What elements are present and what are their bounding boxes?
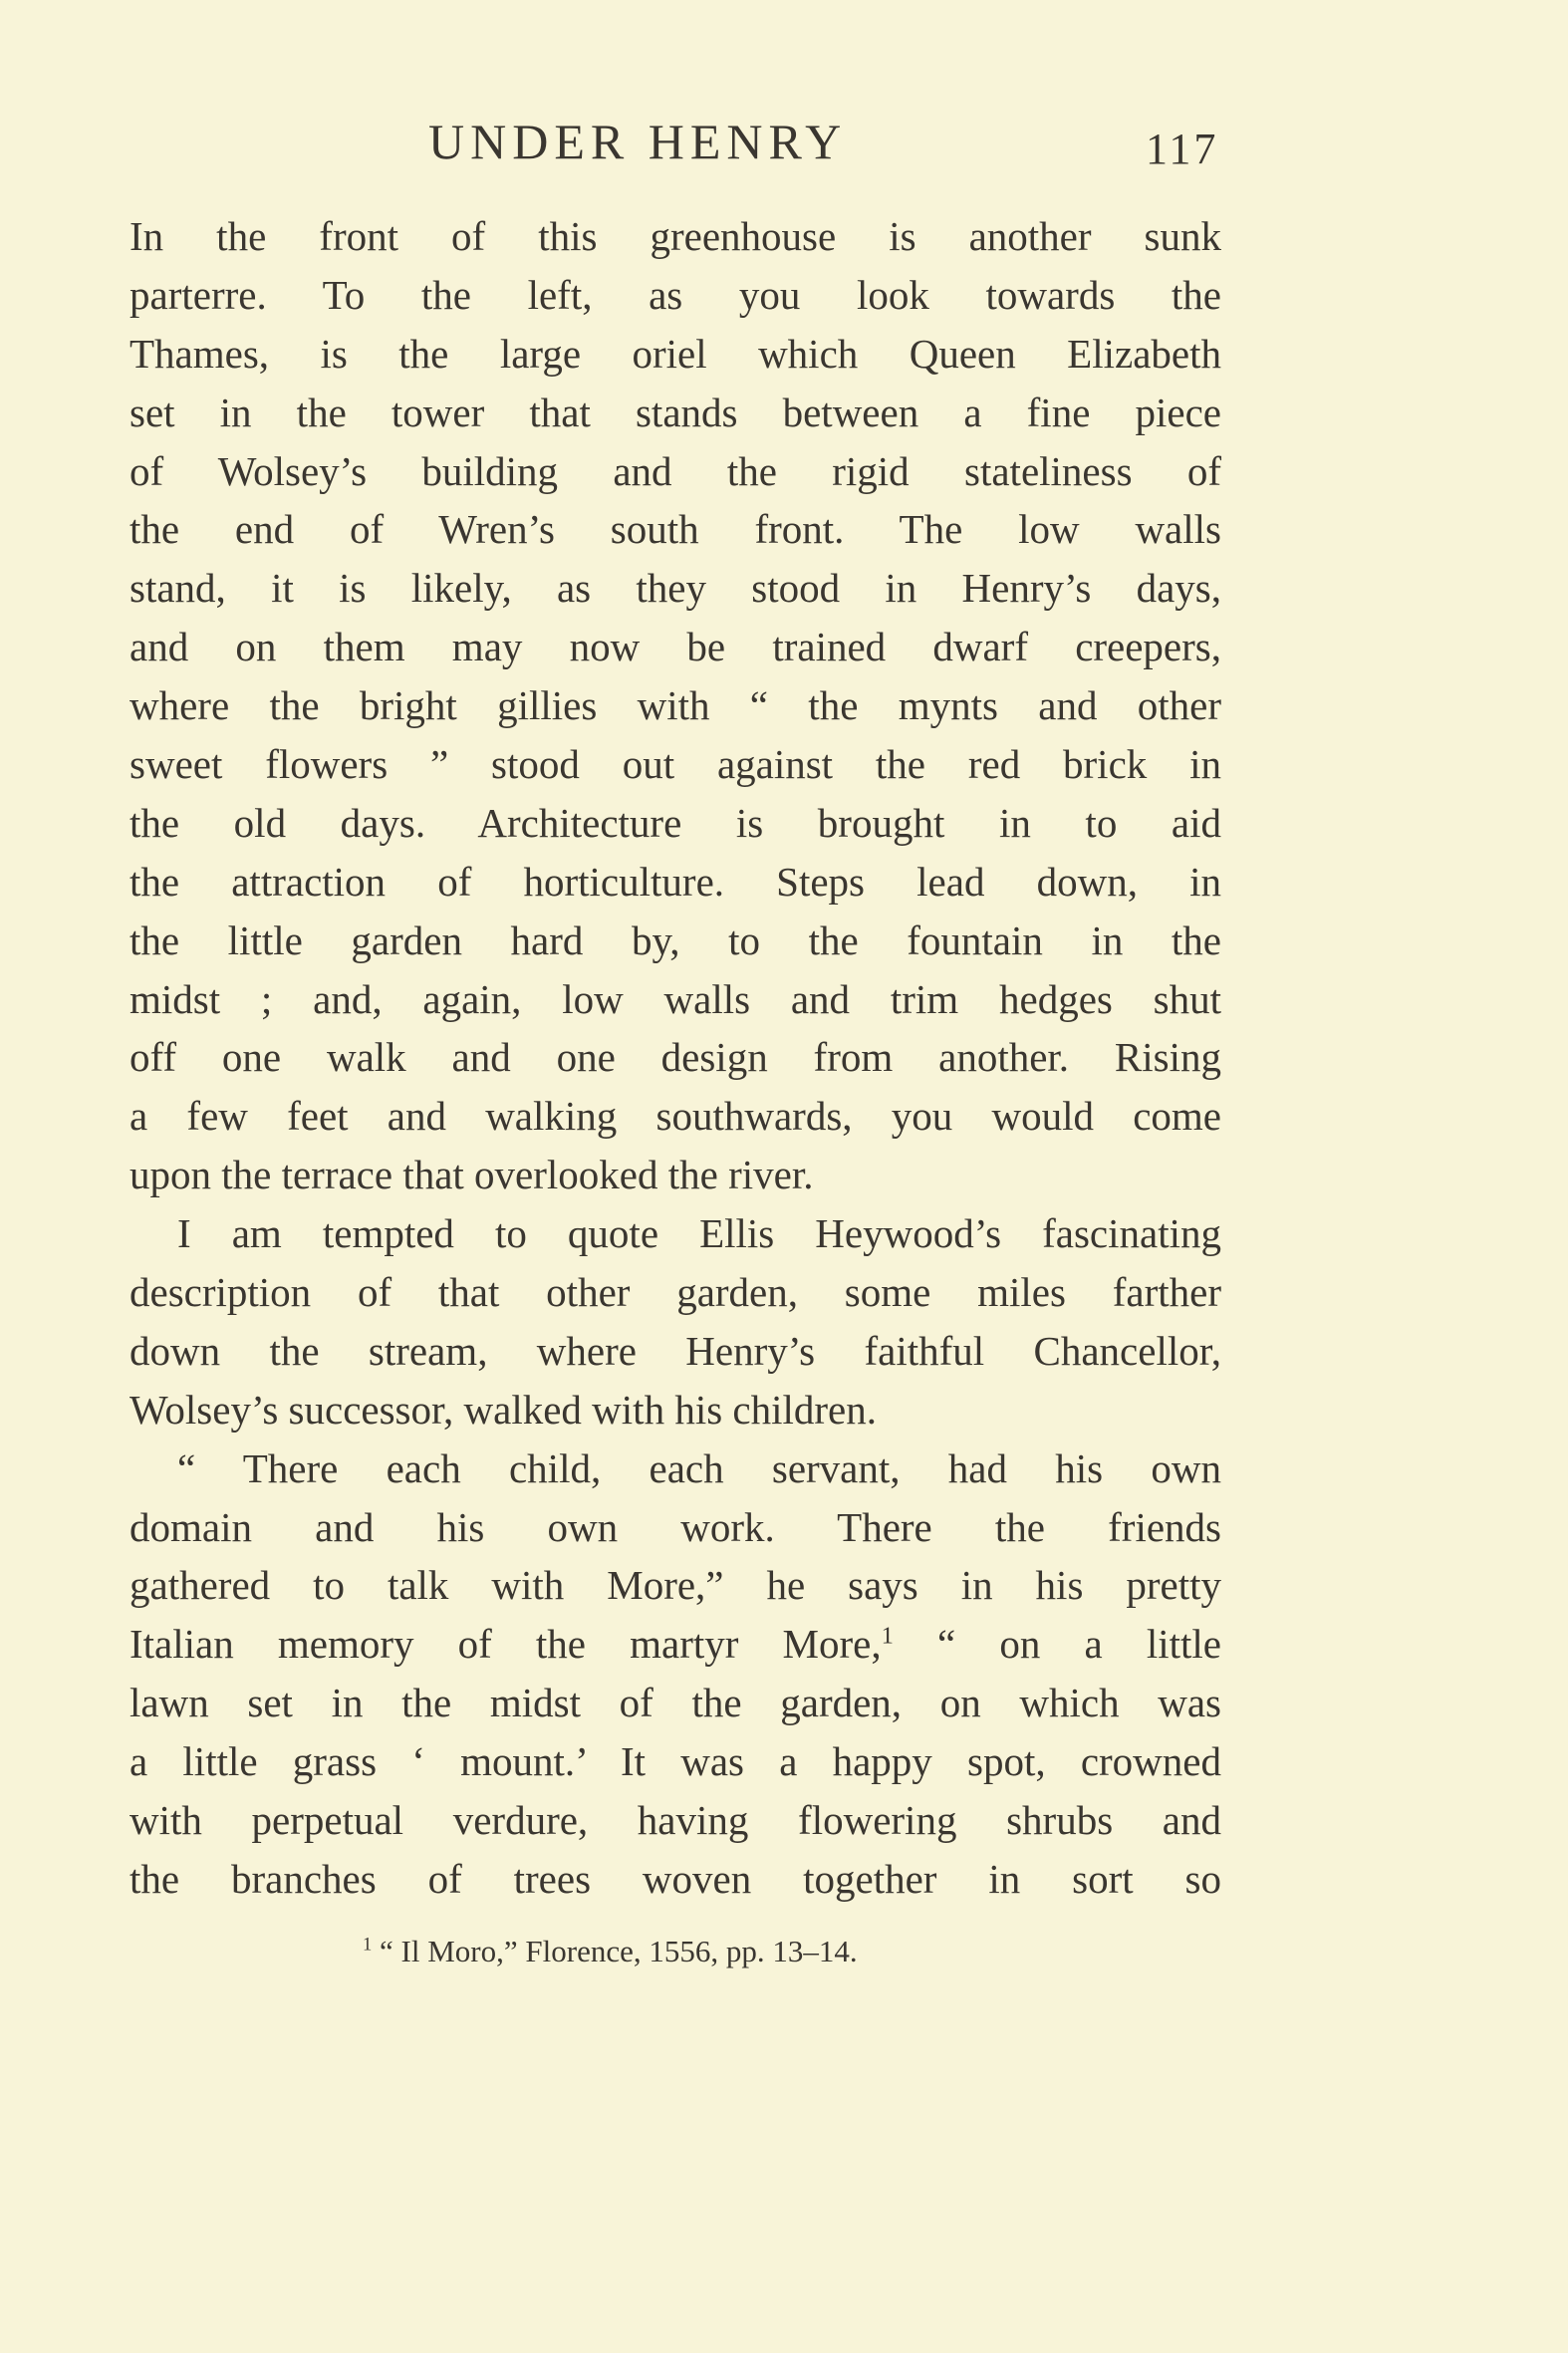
text-line: upon the terrace that overlooked the river. xyxy=(130,1152,814,1198)
text-line: I am tempted to quote Ellis Heywood’s fascinating xyxy=(177,1210,1221,1257)
text-line xyxy=(130,1615,1221,1674)
footnote-marker: 1 xyxy=(363,1934,373,1956)
text-line: off one walk and one design from another. Rising xyxy=(130,1034,1221,1081)
text-line: the branches of trees woven together in sort so xyxy=(130,1855,1221,1902)
line-text: Italian memory of the martyr More, xyxy=(130,1621,882,1668)
text-line: where the bright gillies with “ the mynts and other xyxy=(130,682,1221,729)
running-title: UNDER HENRY xyxy=(428,114,848,169)
text-line: the old days. Architecture is brought in to aid xyxy=(130,799,1221,846)
text-line: down the stream, where Henry’s faithful Chancellor, xyxy=(130,1327,1221,1374)
text-line: the attraction of horticulture. Steps lead down, in xyxy=(130,858,1221,905)
text-line: a little grass ‘ mount.’ It was a happy spot, crowned xyxy=(130,1738,1221,1785)
text-line: and on them may now be trained dwarf creepers, xyxy=(130,624,1221,670)
text-line: a few feet and walking southwards, you would come xyxy=(130,1093,1221,1140)
text-line: parterre. To the left, as you look towards the xyxy=(130,271,1221,318)
text-line: the little garden hard by, to the fountain in the xyxy=(130,916,1221,963)
text-line: lawn set in the midst of the garden, on which was xyxy=(130,1680,1221,1726)
text-line: midst ; and, again, low walls and trim hedges shut xyxy=(130,975,1221,1022)
footnote xyxy=(363,1927,858,1976)
text-line: Thames, is the large oriel which Queen Elizabeth xyxy=(130,330,1221,377)
text-line: domain and his own work. There the friends xyxy=(130,1503,1221,1550)
text-line: In the front of this greenhouse is another sunk xyxy=(130,213,1221,259)
text-line: gathered to talk with More,” he says in his pretty xyxy=(130,1562,1221,1609)
text-line: stand, it is likely, as they stood in Henry’s days, xyxy=(130,565,1221,612)
text-line: of Wolsey’s building and the rigid stateliness of xyxy=(130,447,1221,494)
line-text: “ on a little xyxy=(893,1621,1221,1668)
text-line: the end of Wren’s south front. The low walls xyxy=(130,506,1221,553)
text-line: set in the tower that stands between a fine piece xyxy=(130,389,1221,435)
footnote-text: “ Il Moro,” Florence, 1556, pp. 13–14. xyxy=(380,1934,858,1968)
body-text xyxy=(130,207,1221,1909)
running-head xyxy=(0,112,1568,171)
text-line: description of that other garden, some miles farther xyxy=(130,1269,1221,1316)
text-line: with perpetual verdure, having flowering shrubs and xyxy=(130,1797,1221,1844)
text-line: sweet flowers ” stood out against the red brick in xyxy=(130,741,1221,788)
text-line: “ There each child, each servant, had his own xyxy=(177,1444,1221,1491)
page-number: 117 xyxy=(1146,125,1219,173)
text-line: Wolsey’s successor, walked with his children. xyxy=(130,1386,877,1433)
footnote-reference[interactable]: 1 xyxy=(881,1622,894,1650)
